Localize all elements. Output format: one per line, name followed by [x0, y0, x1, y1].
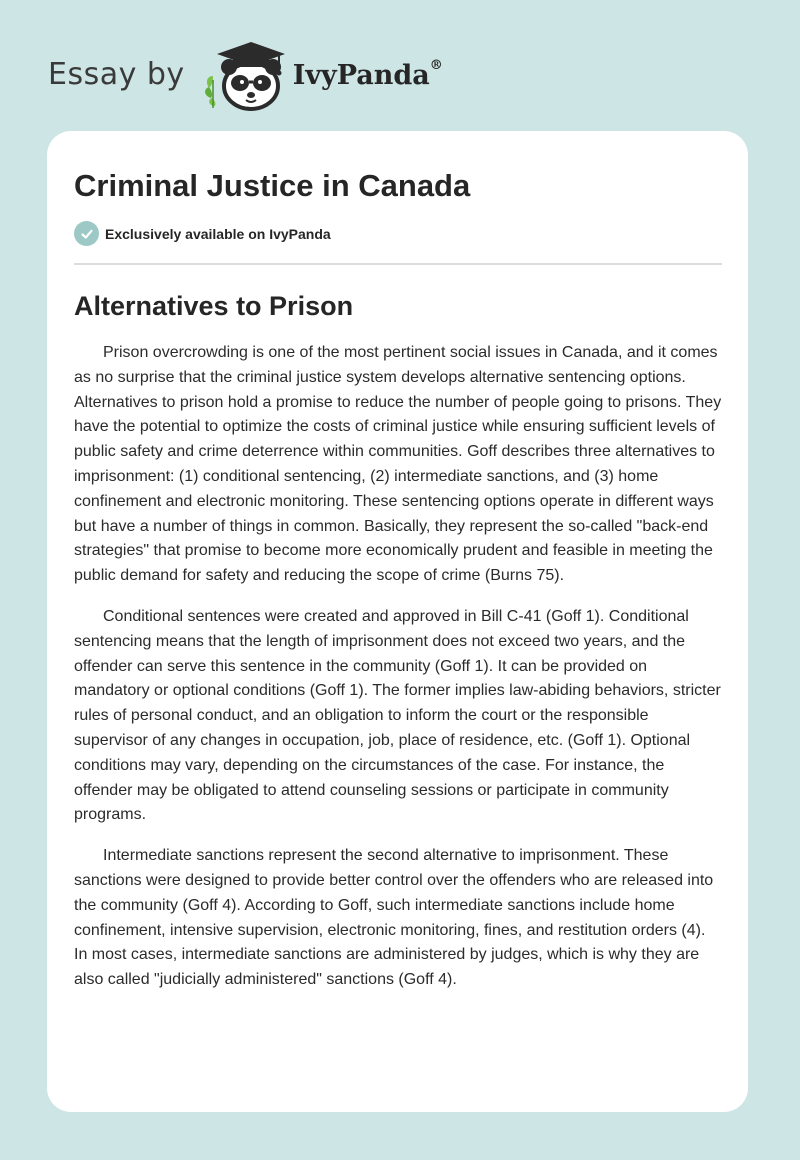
divider: [74, 263, 722, 265]
panda-logo-icon: [199, 36, 289, 112]
check-circle-icon: [74, 221, 99, 246]
brand-header[interactable]: [48, 36, 443, 112]
paragraph: Intermediate sanctions represent the second alternative to imprisonment. These sanctions were designed to provide better control over the offenders who are released into the community (Goff 4). According to Goff, such intermediate sanctions include home confinement, intensive supervision, electronic monitoring, fines, and restitution orders (4). In most cases, intermediate sanctions are administered by judges, which is why they are also called "judicially administered" sanctions (Goff 4).: [74, 847, 714, 989]
paragraph: Conditional sentences were created and approved in Bill C-41 (Goff 1). Conditional sentencing means that the length of imprisonment does not exceed two years, and the offender can serve this sentence in the community (Goff 1). It can be provided on mandatory or optional conditions (Goff 1). The former implies law-abiding behaviors, stricter rules of personal conduct, and an obligation to inform the court or the responsible supervisor of any changes in occupation, job, place of residence, etc. (Goff 1). Optional conditions may vary, depending on the circumstances of the case. For instance, the offender may be obligated to attend counseling sessions or participate in community programs.: [74, 607, 721, 824]
essay-card: [47, 131, 748, 1112]
brand-prefix: Essay by: [48, 56, 185, 92]
essay-title: Criminal Justice in Canada: [74, 168, 471, 203]
exclusive-badge: [74, 221, 722, 246]
brand-name: IvyPanda®: [292, 57, 443, 91]
exclusive-badge-label: Exclusively available on IvyPanda: [105, 225, 331, 242]
paragraph: Prison overcrowding is one of the most pertinent social issues in Canada, and it comes as no surprise that the criminal justice system develops alternative sentencing options. Alternatives to prison hold a promise to reduce the number of people going to prisons. They have the potential to optimize the costs of criminal justice while ensuring sufficient levels of public safety and crime deterrence within communities. Goff describes three alternatives to imprisonment: (1) conditional sentencing, (2) intermediate sanctions, and (3) home confinement and electronic monitoring. These sentencing options operate in different ways but have a number of things in common. Basically, they represent the so-called "back-end strategies" that promise to become more economically prudent and feasible in meeting the public demand for safety and reducing the scope of crime (Burns 75).: [74, 344, 722, 585]
essay-body: [74, 341, 722, 993]
section-heading: Alternatives to Prison: [74, 291, 354, 321]
